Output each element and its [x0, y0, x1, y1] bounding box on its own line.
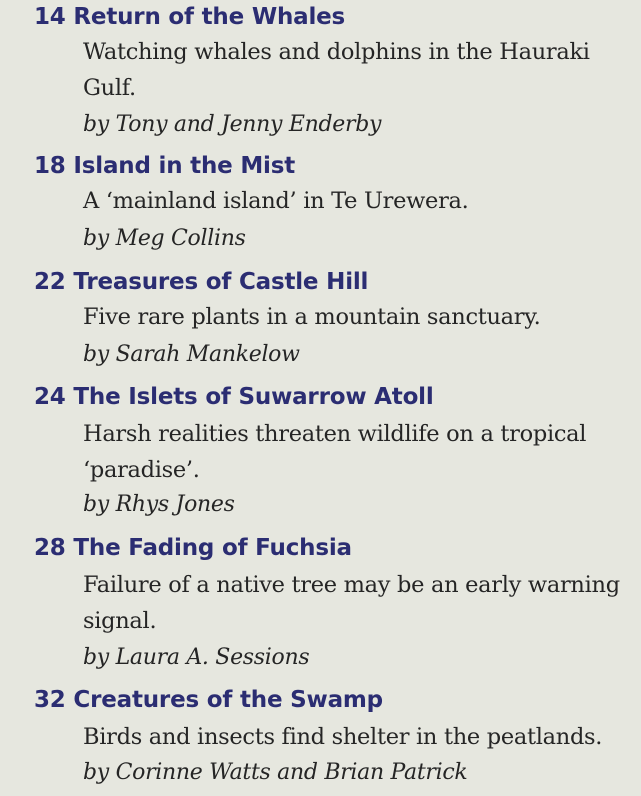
article-title: Return of the Whales	[73, 4, 346, 30]
article-byline: by Meg Collins	[83, 226, 246, 251]
page-number: 28	[34, 535, 66, 561]
entry-heading	[34, 382, 434, 412]
article-description: Failure of a native tree may be an early warning signal.	[83, 572, 620, 634]
page-number: 14	[34, 4, 66, 30]
page-number: 22	[34, 269, 66, 295]
article-title: The Islets of Suwarrow Atoll	[73, 384, 434, 410]
article-byline: by Sarah Mankelow	[83, 342, 300, 367]
page-number: 24	[34, 384, 66, 410]
article-title: The Fading of Fuchsia	[73, 535, 352, 561]
article-byline: by Corinne Watts and Brian Patrick	[83, 760, 468, 785]
article-description: Harsh realities threaten wildlife on a tropical ‘paradise’.	[83, 421, 587, 483]
article-byline: by Laura A. Sessions	[83, 645, 310, 670]
entry-heading	[34, 151, 295, 181]
article-byline: by Rhys Jones	[83, 492, 235, 517]
article-description: A ‘mainland island’ in Te Urewera.	[83, 188, 469, 214]
article-description: Five rare plants in a mountain sanctuary.	[83, 304, 541, 330]
article-title: Treasures of Castle Hill	[73, 269, 369, 295]
article-title: Island in the Mist	[73, 153, 296, 179]
entry-heading	[34, 267, 368, 297]
entry-heading	[34, 2, 345, 32]
article-title: Creatures of the Swamp	[73, 687, 383, 713]
article-description: Watching whales and dolphins in the Hauraki Gulf.	[83, 39, 590, 101]
entry-heading	[34, 685, 383, 715]
page-number: 18	[34, 153, 66, 179]
entry-heading	[34, 533, 352, 563]
page-number: 32	[34, 687, 66, 713]
article-description: Birds and insects find shelter in the peatlands.	[83, 724, 603, 750]
article-byline: by Tony and Jenny Enderby	[83, 112, 382, 137]
